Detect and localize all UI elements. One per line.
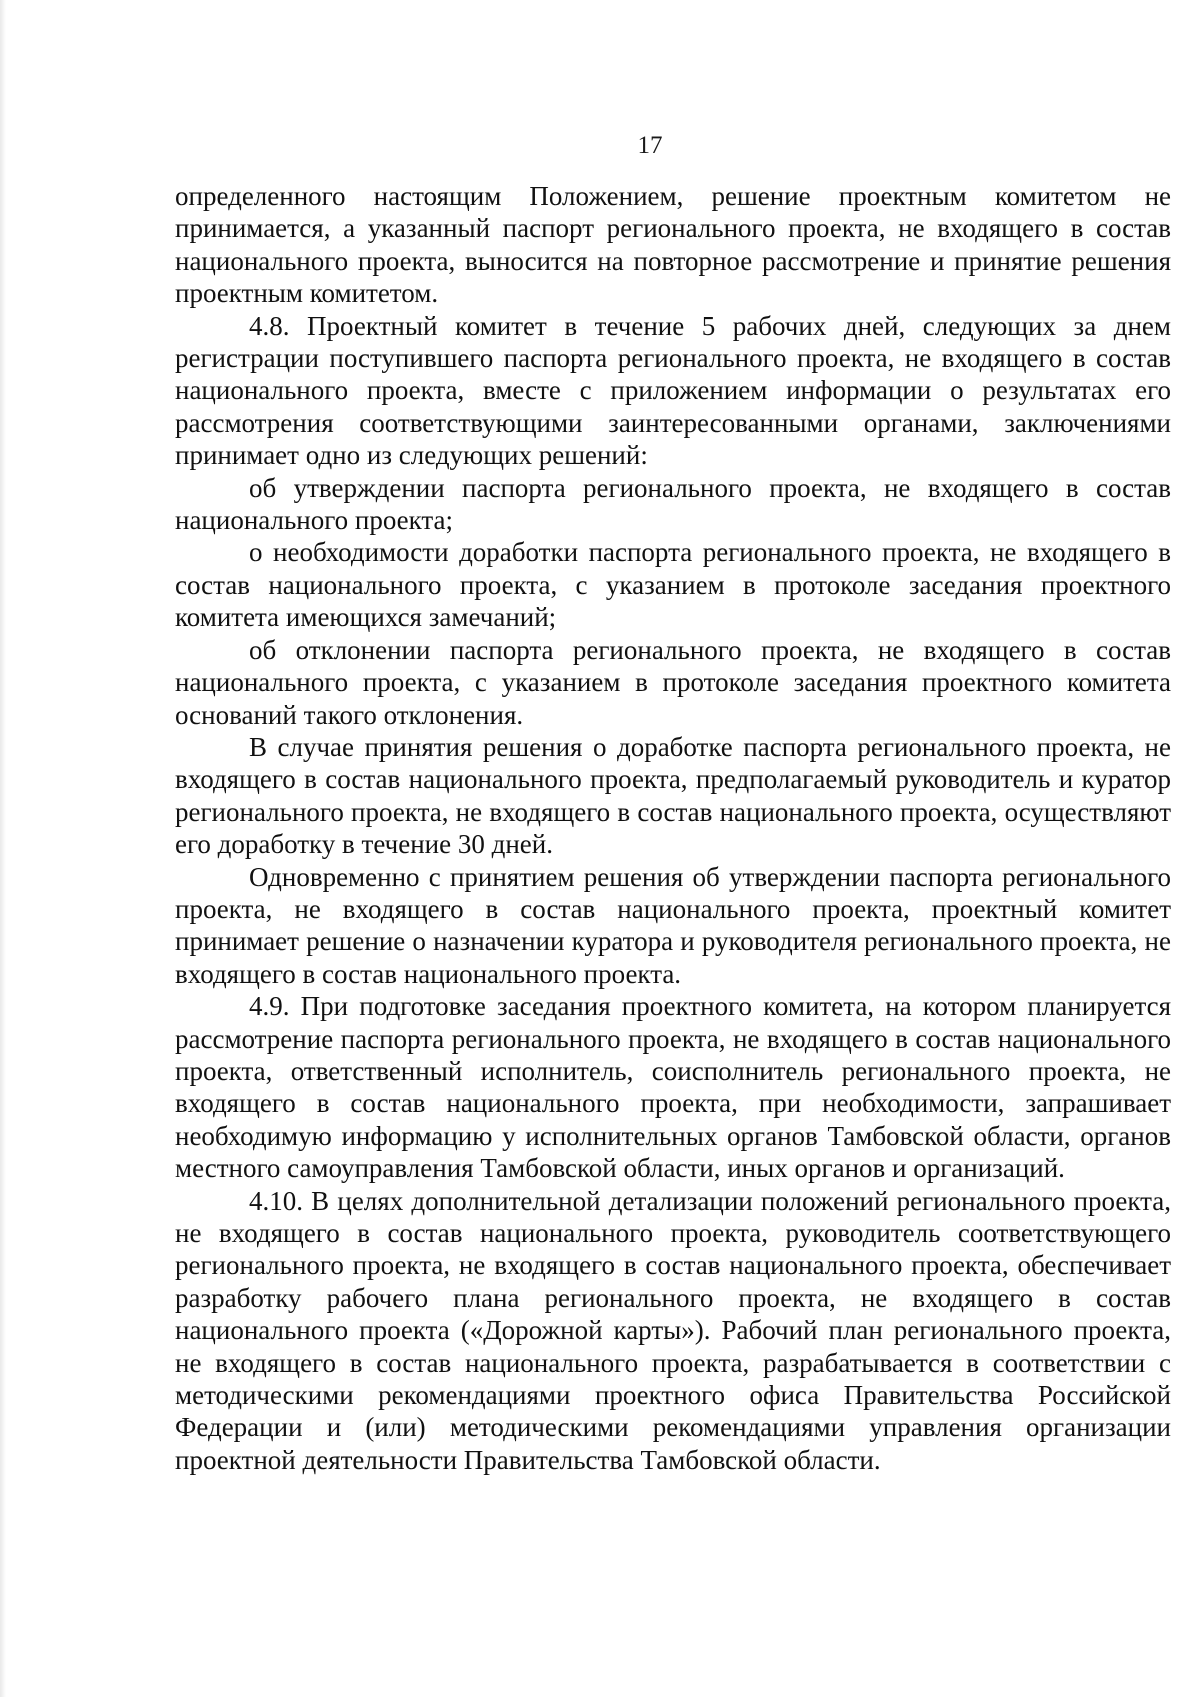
- page-number: 17: [637, 132, 663, 159]
- paragraph-decision-approve: об утверждении паспорта регионального проекта, не входящего в состав национального проекта;: [175, 472, 1171, 536]
- paragraph-4-8: 4.8. Проектный комитет в течение 5 рабочих дней, следующих за днем регистрации поступившего паспорта регионального проекта, не входящего в состав национального проекта, вместе с приложением информации о результатах его рассмотрения соответствующими заинтересованными органами, заключениями принимает одно из следующих решений:: [175, 310, 1171, 471]
- paragraph-revision-period: В случае принятия решения о доработке паспорта регионального проекта, не входящего в состав национального проекта, предполагаемый руководитель и куратор регионального проекта, не входящего в состав национального проекта, осуществляют его доработку в течение 30 дней.: [175, 731, 1171, 860]
- paragraph-4-10: 4.10. В целях дополнительной детализации положений регионального проекта, не входящего в состав национального проекта, руководитель соответствующего регионального проекта, не входящего в состав национального проекта, обеспечивает разработку рабочего плана регионального проекта, не входящего в состав национального проекта («Дорожной карты»). Рабочий план регионального проекта, не входящего в состав национального проекта, разрабатывается в соответствии с методическими рекомендациями проектного офиса Правительства Российской Федерации и (или) методическими рекомендациями управления организации проектной деятельности Правительства Тамбовской области.: [175, 1185, 1171, 1475]
- paragraph-continuation: определенного настоящим Положением, решение проектным комитетом не принимается, а указанный паспорт регионального проекта, не входящего в состав национального проекта, выносится на повторное рассмотрение и принятие решения проектным комитетом.: [175, 181, 1171, 309]
- paragraph-decision-revise: о необходимости доработки паспорта регионального проекта, не входящего в состав национального проекта, с указанием в протоколе заседания проектного комитета имеющихся замечаний;: [175, 537, 1171, 633]
- paragraph-4-9: 4.9. При подготовке заседания проектного комитета, на котором планируется рассмотрение паспорта регионального проекта, не входящего в состав национального проекта, ответственный исполнитель, соисполнитель регионального проекта, не входящего в состав национального проекта, при необходимости, запрашивает необходимую информацию у исполнительных органов Тамбовской области, органов местного самоуправления Тамбовской области, иных органов и организаций.: [175, 991, 1171, 1184]
- scan-edge: [0, 0, 6, 1697]
- document-body: [175, 180, 1171, 1476]
- paragraph-curator-appointment: Одновременно с принятием решения об утверждении паспорта регионального проекта, не входящего в состав национального проекта, проектный комитет принимает решение о назначении куратора и руководителя регионального проекта, не входящего в состав национального проекта.: [175, 861, 1171, 989]
- paragraph-decision-reject: об отклонении паспорта регионального проекта, не входящего в состав национального проекта, с указанием в протоколе заседания проектного комитета оснований такого отклонения.: [175, 634, 1171, 730]
